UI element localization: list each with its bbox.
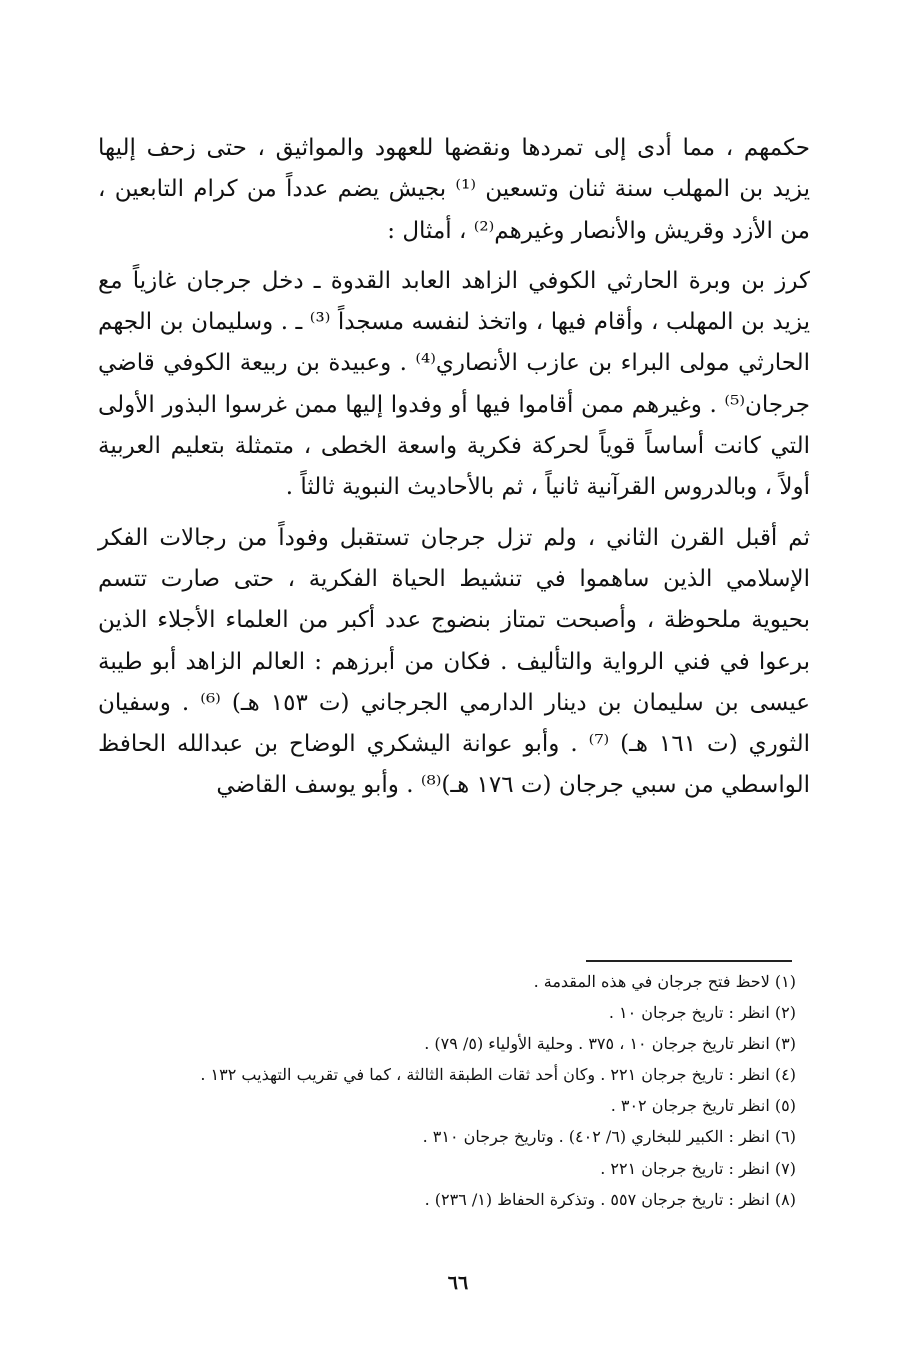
footnotes xyxy=(100,966,796,1215)
main-text xyxy=(98,128,810,807)
paragraph-2: كرز بن وبرة الحارثي الكوفي الزاهد العابد القدوة ـ دخل جرجان غازياً مع يزيد بن المهلب ، وأقام فيها ، واتخذ لنفسه مسجداً ⁽³⁾ ـ . وسليمان بن الجهم الحارثي مولى البراء بن عازب الأنصاري⁽⁴⁾ . وعبيدة بن ربيعة الكوفي قاضي جرجان⁽⁵⁾ . وغيرهم ممن أقاموا فيها أو وفدوا إليها ممن غرسوا البذور الأولى التي كانت أساساً قوياً لحركة فكرية واسعة الخطى ، متمثلة بتعليم العربية أولاً ، وبالدروس القرآنية ثانياً ، ثم بالأحاديث النبوية ثالثاً . xyxy=(98,267,810,501)
footnote-4: (٤) انظر : تاريخ جرجان ٢٢١ . وكان أحد ثقات الطبقة الثالثة ، كما في تقريب التهذيب ١٣٢ . xyxy=(200,1065,796,1085)
footnote-6: (٦) انظر : الكبير للبخاري (٦/ ٤٠٢) . وتاريخ جرجان ٣١٠ . xyxy=(422,1127,796,1147)
footnote-5: (٥) انظر تاريخ جرجان ٣٠٢ . xyxy=(610,1096,796,1116)
footnote-separator xyxy=(586,960,792,962)
footnote-2: (٢) انظر : تاريخ جرجان ١٠ . xyxy=(608,1003,796,1023)
paragraph-1: حكمهم ، مما أدى إلى تمردها ونقضها للعهود والمواثيق ، حتى زحف إليها يزيد بن المهلب سنة ثنان وتسعين ⁽¹⁾ بجيش يضم عدداً من كرام التابعين ، من الأزد وقريش والأنصار وغيرهم⁽²⁾ ، أمثال : xyxy=(98,135,811,244)
footnote-3: (٣) انظر تاريخ جرجان ١٠ ، ٣٧٥ . وحلية الأولياء (٥/ ٧٩) . xyxy=(424,1034,796,1054)
page-number: ٦٦ xyxy=(447,1272,469,1294)
footnote-8: (٨) انظر : تاريخ جرجان ٥٥٧ . وتذكرة الحفاظ (١/ ٢٣٦) . xyxy=(424,1189,796,1209)
footnote-1: (١) لاحظ فتح جرجان في هذه المقدمة . xyxy=(533,972,796,991)
footnote-7: (٧) انظر : تاريخ جرجان ٢٢١ . xyxy=(600,1158,796,1178)
paragraph-3: ثم أقبل القرن الثاني ، ولم تزل جرجان تستقبل وفوداً من رجالات الفكر الإسلامي الذين ساهموا في تنشيط الحياة الفكرية ، حتى صارت تتسم بحيوية ملحوظة ، وأصبحت تمتاز بنضوج عدد أكبر من العلماء الأجلاء الذين برعوا في فني الرواية والتأليف . فكان من أبرزهم : العالم الزاهد أبو طيبة عيسى بن سليمان بن دينار الدارمي الجرجاني (ت ١٥٣ هـ) ⁽⁶⁾ . وسفيان الثوري (ت ١٦١ هـ) ⁽⁷⁾ . وأبو عوانة اليشكري الوضاح بن عبدالله الحافظ الواسطي من سبي جرجان (ت ١٧٦ هـ)⁽⁸⁾ . وأبو يوسف القاضي xyxy=(98,524,810,799)
